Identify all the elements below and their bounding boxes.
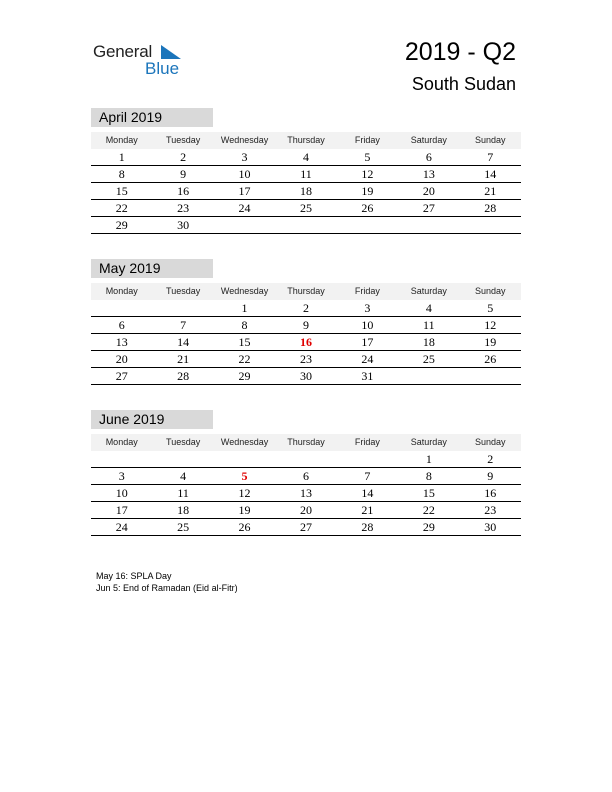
weekday-label: Thursday: [287, 286, 325, 296]
day-cell: 23: [484, 503, 497, 517]
weekday-label: Tuesday: [166, 135, 201, 145]
week-row: [91, 502, 521, 519]
month-label: May 2019: [91, 259, 213, 278]
day-cell: 10: [238, 167, 251, 181]
weekday-label: Monday: [105, 135, 138, 145]
day-cell: 24: [115, 520, 128, 534]
day-cell: 12: [484, 318, 497, 332]
weekday-label: Wednesday: [220, 135, 269, 145]
weekday-header: [91, 132, 521, 149]
day-cell: 29: [422, 520, 435, 534]
week-row: [91, 217, 521, 234]
day-cell: 5: [364, 150, 371, 164]
day-cell: 19: [238, 503, 251, 517]
weekday-label: Thursday: [287, 437, 325, 447]
day-cell: 11: [177, 486, 189, 500]
weekday-label: Friday: [354, 286, 380, 296]
day-cell: 7: [364, 469, 371, 483]
day-cell: 15: [238, 335, 251, 349]
holiday-note: Jun 5: End of Ramadan (Eid al-Fitr): [96, 583, 238, 593]
day-cell: 8: [118, 167, 125, 181]
day-cell: 23: [299, 352, 312, 366]
day-cell: 31: [361, 369, 374, 383]
month-calendar: [91, 410, 521, 536]
day-cell: 25: [299, 201, 312, 215]
day-cell: 27: [422, 201, 435, 215]
day-cell: 9: [180, 167, 187, 181]
day-cell: 8: [241, 318, 248, 332]
day-cell: 22: [115, 201, 128, 215]
holiday-note: May 16: SPLA Day: [96, 571, 172, 581]
weekday-label: Wednesday: [220, 286, 269, 296]
week-row: [91, 351, 521, 368]
day-cell: 21: [177, 352, 190, 366]
day-cell: [337, 217, 398, 233]
week-row: [91, 166, 521, 183]
logo-text-general: General: [93, 42, 153, 61]
day-cell: 7: [180, 318, 187, 332]
day-cell: 22: [238, 352, 251, 366]
weekday-label: Saturday: [410, 135, 447, 145]
day-cell: 14: [484, 167, 497, 181]
day-cell: 4: [180, 469, 187, 483]
day-cell: 19: [361, 184, 374, 198]
day-cell: 12: [361, 167, 374, 181]
day-cell: [460, 368, 521, 384]
day-cell: 3: [118, 469, 125, 483]
weekday-label: Friday: [354, 437, 380, 447]
day-cell: 12: [238, 486, 251, 500]
weekday-label: Monday: [105, 286, 138, 296]
day-cell: 20: [422, 184, 435, 198]
day-cell: 6: [118, 318, 125, 332]
day-cell: 4: [425, 301, 432, 315]
logo-text-blue: Blue: [145, 59, 180, 78]
day-cell: 22: [422, 503, 435, 517]
day-cell: 11: [300, 167, 312, 181]
logo-triangle-icon: [161, 45, 181, 59]
day-cell: [214, 217, 275, 233]
weekday-label: Friday: [354, 135, 380, 145]
weekday-header: [91, 434, 521, 451]
day-cell: 29: [115, 218, 128, 232]
country-name: South Sudan: [411, 74, 516, 94]
week-row: [91, 317, 521, 334]
brand-logo: [93, 42, 193, 82]
day-cell: 26: [484, 352, 497, 366]
day-cell: 1: [118, 150, 125, 164]
weekday-label: Tuesday: [166, 286, 201, 296]
day-cell: 13: [299, 486, 312, 500]
month-label: April 2019: [91, 108, 213, 127]
holiday-notes: [96, 570, 238, 594]
day-cell: [337, 451, 398, 467]
week-row: [91, 200, 521, 217]
day-cell: 18: [422, 335, 435, 349]
week-row: [91, 183, 521, 200]
day-cell: 20: [115, 352, 128, 366]
day-cell: 14: [177, 335, 190, 349]
day-cell: [152, 451, 213, 467]
day-cell: 18: [299, 184, 312, 198]
week-row: [91, 451, 521, 468]
day-cell: 24: [238, 201, 251, 215]
day-cell: 16: [177, 184, 190, 198]
day-cell: 18: [177, 503, 190, 517]
week-row: [91, 300, 521, 317]
day-cell: 28: [484, 201, 497, 215]
day-cell: [275, 217, 336, 233]
weekday-label: Saturday: [410, 286, 447, 296]
day-cell: 8: [425, 469, 432, 483]
weekday-label: Sunday: [474, 286, 506, 296]
day-cell: 1: [241, 301, 248, 315]
day-cell: [275, 451, 336, 467]
day-cell: [398, 217, 459, 233]
day-cell: 10: [361, 318, 374, 332]
day-cell: 30: [177, 218, 190, 232]
holiday-day-cell: 5: [241, 469, 248, 483]
weekday-label: Tuesday: [166, 437, 201, 447]
day-cell: 28: [361, 520, 374, 534]
day-cell: 29: [238, 369, 251, 383]
day-cell: 16: [484, 486, 497, 500]
day-cell: [460, 217, 521, 233]
day-cell: 26: [238, 520, 251, 534]
page-title: 2019 - Q2: [404, 38, 516, 66]
weekday-label: Monday: [105, 437, 138, 447]
day-cell: 2: [180, 150, 187, 164]
week-row: [91, 368, 521, 385]
day-cell: 9: [487, 469, 494, 483]
day-cell: 2: [487, 452, 494, 466]
week-row: [91, 468, 521, 485]
weekday-header: [91, 283, 521, 300]
day-cell: 3: [364, 301, 371, 315]
month-label: June 2019: [91, 410, 213, 429]
day-cell: 30: [299, 369, 312, 383]
day-cell: 15: [422, 486, 435, 500]
day-cell: 27: [299, 520, 312, 534]
week-row: [91, 334, 521, 351]
day-cell: 10: [115, 486, 128, 500]
weekday-label: Sunday: [474, 437, 506, 447]
day-cell: 30: [484, 520, 497, 534]
month-calendar: [91, 259, 521, 385]
day-cell: 21: [484, 184, 497, 198]
day-cell: 23: [177, 201, 190, 215]
day-cell: 17: [361, 335, 374, 349]
day-cell: 25: [422, 352, 435, 366]
day-cell: 6: [425, 150, 432, 164]
day-cell: [152, 300, 213, 316]
week-row: [91, 149, 521, 166]
day-cell: 2: [302, 301, 309, 315]
day-cell: 26: [361, 201, 374, 215]
day-cell: 19: [484, 335, 497, 349]
day-cell: 7: [487, 150, 494, 164]
day-cell: 4: [302, 150, 309, 164]
day-cell: 27: [115, 369, 128, 383]
day-cell: 9: [302, 318, 309, 332]
month-calendar: [91, 108, 521, 234]
week-row: [91, 485, 521, 502]
week-row: [91, 519, 521, 536]
day-cell: [398, 368, 459, 384]
day-cell: 17: [238, 184, 251, 198]
day-cell: [214, 451, 275, 467]
day-cell: 20: [299, 503, 312, 517]
day-cell: [91, 300, 152, 316]
day-cell: 15: [115, 184, 128, 198]
day-cell: 3: [241, 150, 248, 164]
day-cell: 24: [361, 352, 374, 366]
day-cell: 6: [302, 469, 309, 483]
day-cell: 5: [487, 301, 494, 315]
day-cell: 11: [423, 318, 435, 332]
day-cell: 13: [115, 335, 128, 349]
day-cell: 14: [361, 486, 374, 500]
weekday-label: Thursday: [287, 135, 325, 145]
day-cell: 25: [177, 520, 190, 534]
day-cell: 21: [361, 503, 374, 517]
weekday-label: Saturday: [410, 437, 447, 447]
day-cell: 28: [177, 369, 190, 383]
day-cell: 1: [425, 452, 432, 466]
weekday-label: Sunday: [474, 135, 506, 145]
day-cell: [91, 451, 152, 467]
day-cell: 17: [115, 503, 128, 517]
day-cell: 13: [422, 167, 435, 181]
weekday-label: Wednesday: [220, 437, 269, 447]
holiday-day-cell: 16: [299, 335, 312, 349]
